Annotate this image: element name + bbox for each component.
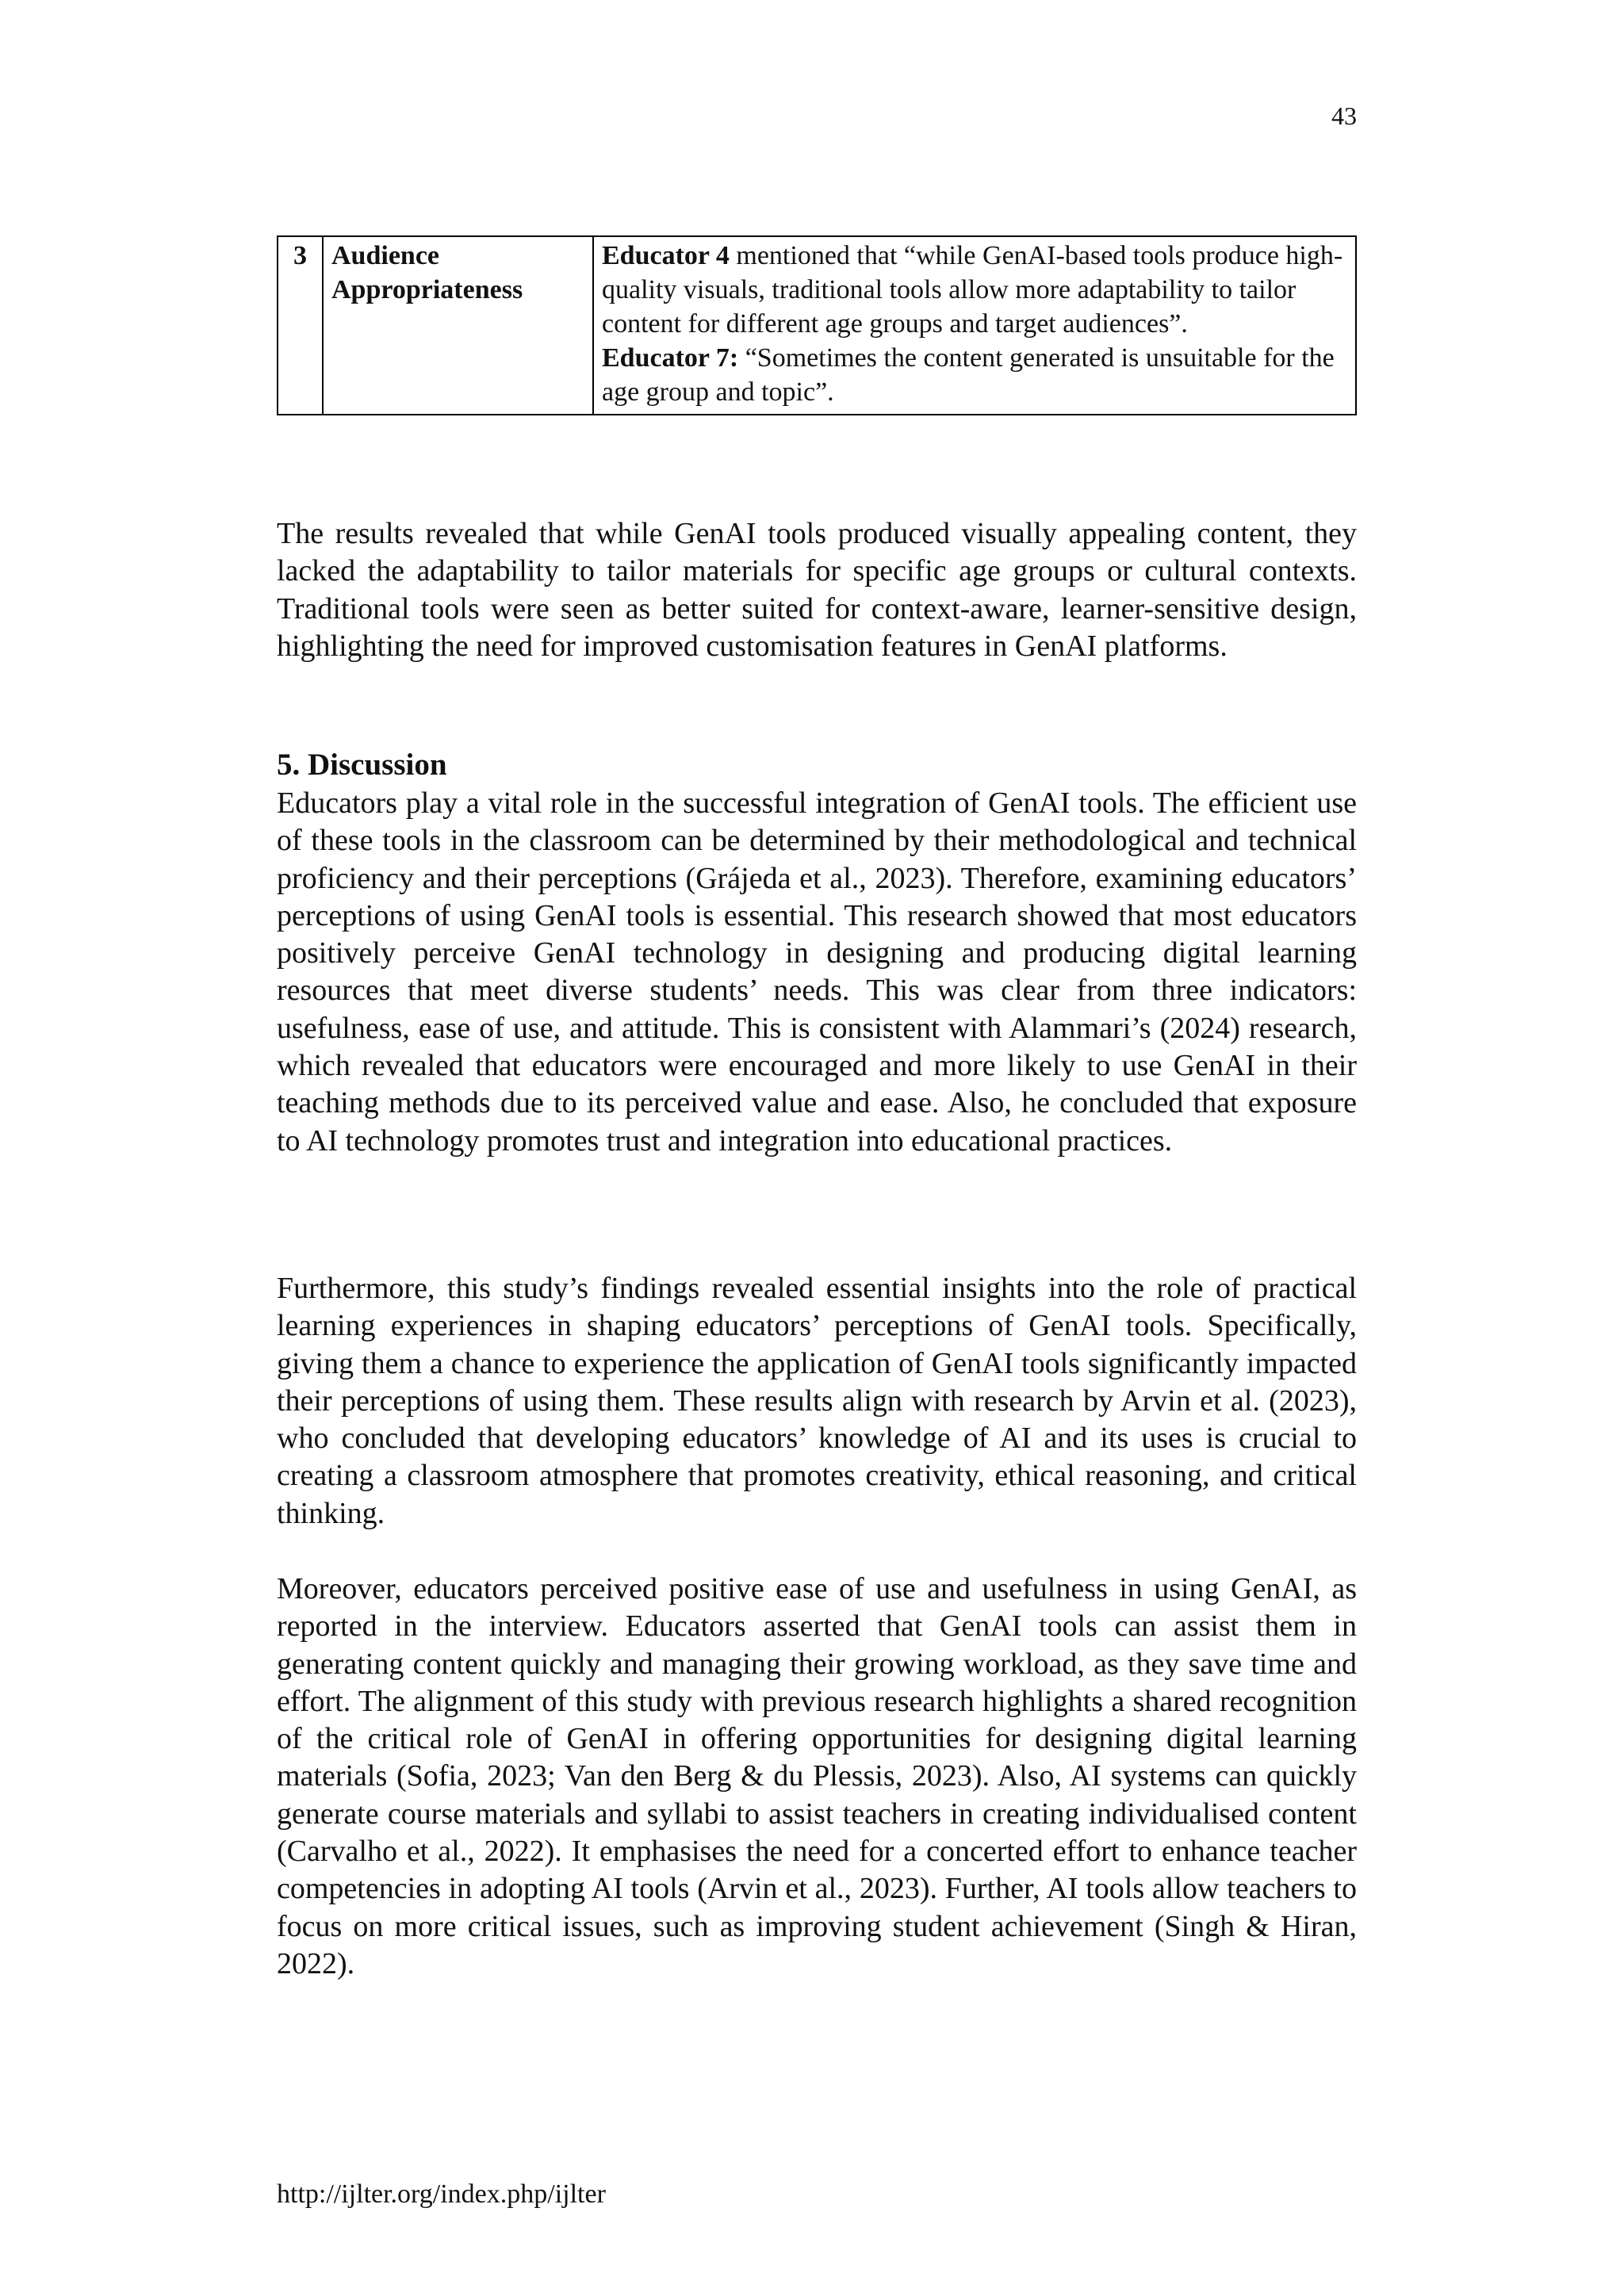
quote-text: “Sometimes the content generated is unsuitable for the age group and topic”. — [602, 343, 1335, 407]
discussion-paragraph-3: Moreover, educators perceived positive ease of use and usefulness in using GenAI, as reported in the interview. Educators asserted that GenAI tools can assist them in generating content quickly and managing their growing workload, as they save time and effort. The alignment of this study with previous research highlights a shared recognition of the critical role of GenAI in offering opportunities for designing digital learning materials (Sofia, 2023; Van den Berg & du Plessis, 2023). Also, AI systems can quickly generate course materials and syllabi to assist teachers in creating individualised content (Carvalho et al., 2022). It emphasises the need for a concerted effort to enhance teacher competencies in adopting AI tools (Arvin et al., 2023). Further, AI tools allow teachers to focus on more critical issues, such as improving student achievement (Singh & Hiran, 2022). — [277, 1572, 1357, 1980]
row-number: 3 — [278, 236, 323, 415]
quote-speaker: Educator 7: — [602, 343, 739, 373]
theme-label-line2: Appropriateness — [331, 275, 523, 304]
quote-educator-4 — [602, 239, 1347, 341]
findings-table — [277, 235, 1357, 415]
results-summary-paragraph: The results revealed that while GenAI tools produced visually appealing content, they lacked the adaptability to tailor materials for specific age groups or cultural contexts. Traditional tools were seen as better suited for context-aware, learner-sensitive design, highlighting the need for improved customisation features in GenAI platforms. — [277, 517, 1357, 663]
discussion-paragraph-2: Furthermore, this study’s findings revealed essential insights into the role of practical learning experiences in shaping educators’ perceptions of GenAI tools. Specifically, giving them a chance to experience the application of GenAI tools significantly impacted their perceptions of using them. These results align with research by Arvin et al. (2023), who concluded that developing educators’ knowledge of AI and its uses is crucial to creating a classroom atmosphere that promotes creativity, ethical reasoning, and critical thinking. — [277, 1272, 1357, 1530]
quotes-cell — [593, 236, 1356, 415]
quote-text: mentioned that “while GenAI-based tools produce high-quality visuals, traditional tools allow more adaptability to tailor content for different age groups and target audiences”. — [602, 241, 1343, 339]
table-row — [278, 236, 1356, 415]
quote-educator-7 — [602, 341, 1347, 409]
section-heading: 5. Discussion — [277, 748, 447, 782]
theme-cell — [323, 236, 593, 415]
quote-speaker: Educator 4 — [602, 241, 730, 270]
footer-url-link[interactable]: http://ijlter.org/index.php/ijlter — [277, 2179, 606, 2209]
page-number: 43 — [1331, 101, 1357, 130]
discussion-paragraph-1: Educators play a vital role in the successful integration of GenAI tools. The efficient use of these tools in the classroom can be determined by their methodological and technical proficiency and their perceptions (Grájeda et al., 2023). Therefore, examining educators’ perceptions of using GenAI tools is essential. This research showed that most educators positively perceive GenAI technology in designing and producing digital learning resources that meet diverse students’ needs. This was clear from three indicators: usefulness, ease of use, and attitude. This is consistent with Alammari’s (2024) research, which revealed that educators were encouraged and more likely to use GenAI in their teaching methods due to its perceived value and ease. Also, he concluded that exposure to AI technology promotes trust and integration into educational practices. — [277, 786, 1357, 1158]
theme-label-line1: Audience — [331, 241, 439, 270]
